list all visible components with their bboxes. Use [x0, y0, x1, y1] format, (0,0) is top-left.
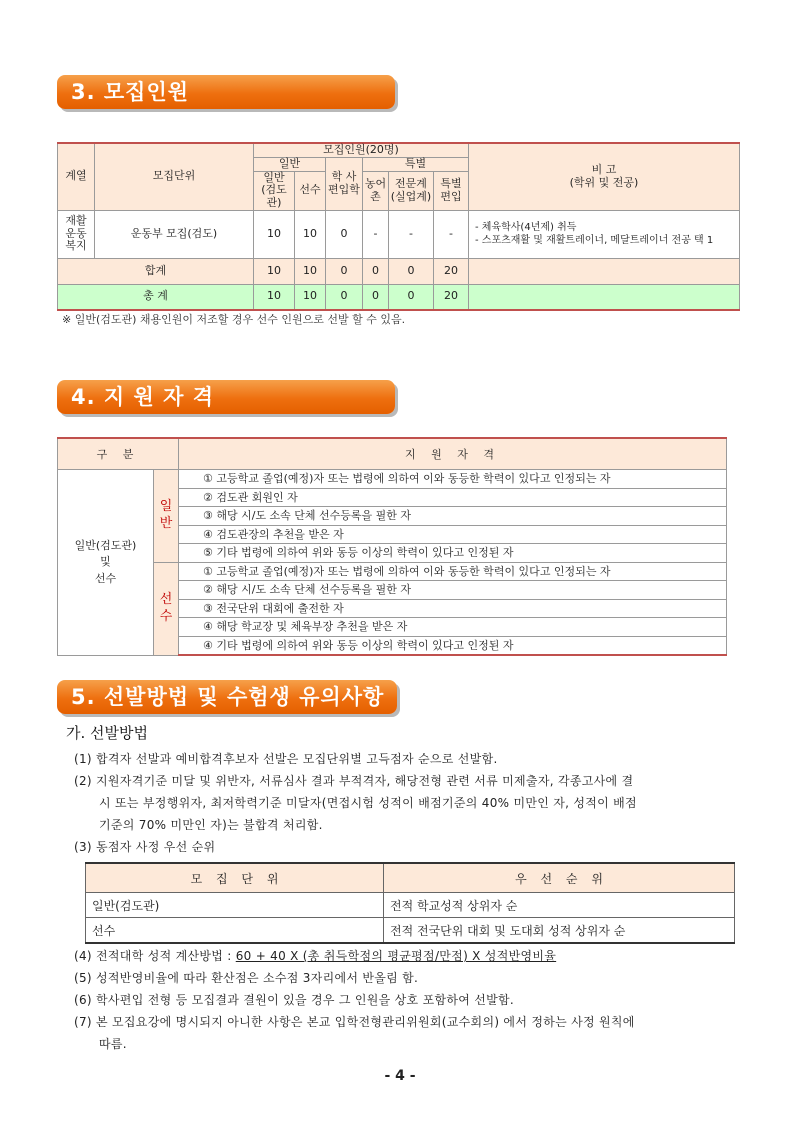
subtotal-value: 0 [363, 258, 389, 284]
para-1: (1) 합격자 선발과 예비합격후보자 선발은 모집단위별 고득점자 순으로 선발함. [74, 752, 498, 766]
subtotal-value: 0 [389, 258, 434, 284]
para-4-prefix: (4) 전적대학 성적 계산방법 : [74, 949, 236, 963]
priority-table [85, 862, 735, 944]
col-transfer: 학 사 편입학 [326, 157, 363, 210]
row-unit: 운동부 모집(검도) [95, 210, 254, 258]
total-value: 0 [326, 284, 363, 310]
selection-subtitle: 가. 선발방법 [66, 724, 148, 742]
row-remarks [469, 210, 740, 258]
row-value: 10 [295, 210, 326, 258]
subtotal-value: 10 [295, 258, 326, 284]
col-gen-kendo: 일반 (검도관) [254, 171, 295, 210]
player-item: ④ 기타 법령에 의하여 위와 동등 이상의 학력이 있다고 인정된 자 [179, 636, 727, 655]
para-4-formula: 60 + 40 X (총 취득학점의 평균평점/만점) X 성적반영비율 [235, 949, 557, 963]
general-item: ② 검도관 회원인 자 [179, 488, 727, 507]
player-item: ③ 전국단위 대회에 출전한 자 [179, 599, 727, 618]
priority-value: 전적 학교성적 상위자 순 [384, 893, 735, 918]
total-value: 10 [254, 284, 295, 310]
col-gyeyeol: 계열 [58, 143, 95, 210]
row-value: - [363, 210, 389, 258]
row-value: 0 [326, 210, 363, 258]
subtotal-value: 10 [254, 258, 295, 284]
para-3: (3) 동점자 사정 우선 순위 [74, 840, 216, 854]
subtotal-blank [469, 258, 740, 284]
col-general: 일반 [254, 157, 326, 171]
total-blank [469, 284, 740, 310]
recruitment-note: ※ 일반(검도관) 채용인원이 저조할 경우 선수 인원으로 선발 할 수 있음. [62, 313, 406, 326]
total-value: 10 [295, 284, 326, 310]
row-value: - [434, 210, 469, 258]
general-label: 일 반 [154, 470, 179, 563]
total-value: 0 [363, 284, 389, 310]
qualification-table [57, 437, 727, 656]
section-3-title: 3. 모집인원 [57, 75, 395, 109]
priority-unit: 일반(검도관) [86, 893, 384, 918]
general-item: ① 고등학교 졸업(예정)자 또는 법령에 의하여 이와 동등한 학력이 있다고 인정되는 자 [179, 470, 727, 489]
col-priority-unit: 모 집 단 위 [86, 863, 384, 893]
page-number: - 4 - [384, 1068, 416, 1084]
general-item: ⑤ 기타 법령에 의하여 위와 동등 이상의 학력이 있다고 인정된 자 [179, 544, 727, 563]
row-value: 10 [254, 210, 295, 258]
col-unit: 모집단위 [95, 143, 254, 210]
col-special-transfer: 특별 편입 [434, 171, 469, 210]
subtotal-value: 0 [326, 258, 363, 284]
player-item: ① 고등학교 졸업(예정)자 또는 법령에 의하여 이와 동등한 학력이 있다고 인정되는 자 [179, 562, 727, 581]
col-priority: 우 선 순 위 [384, 863, 735, 893]
para-2-line-3: 기준의 70% 미만인 자)는 불합격 처리함. [99, 818, 323, 832]
remark-line: - 체육학사(4년제) 취득 [475, 221, 577, 233]
selection-paragraphs [74, 748, 744, 858]
col-qualification: 지 원 자 격 [179, 438, 727, 470]
col-player: 선수 [295, 171, 326, 210]
col-division: 구 분 [58, 438, 179, 470]
general-item: ③ 해당 시/도 소속 단체 선수등록을 필한 자 [179, 507, 727, 526]
row-gyeyeol: 재활 운동 복지 [58, 210, 95, 258]
para-7-line-1: (7) 본 모집요강에 명시되지 아니한 사항은 본교 입학전형관리위원회(교수회의) 에서 정하는 사정 원칙에 [74, 1015, 635, 1029]
para-4 [74, 945, 744, 967]
para-5: (5) 성적반영비율에 따라 환산점은 소수점 3자리에서 반올림 함. [74, 971, 419, 985]
priority-unit: 선수 [86, 918, 384, 944]
applicant-group: 일반(검도관) 및 선수 [58, 470, 154, 656]
total-label: 총 계 [58, 284, 254, 310]
para-2-line-2: 시 또는 부정행위자, 최저학력기준 미달자(면접시험 성적이 배점기준의 40% 미만인 자, 성적이 배점 [99, 796, 637, 810]
row-value: - [389, 210, 434, 258]
col-vocational: 전문계 (실업계) [389, 171, 434, 210]
section-5-title: 5. 선발방법 및 수험생 유의사항 [57, 680, 397, 714]
player-item: ④ 해당 학교장 및 체육부장 추천을 받은 자 [179, 618, 727, 637]
total-value: 0 [389, 284, 434, 310]
total-value: 20 [434, 284, 469, 310]
para-7-line-2: 따름. [99, 1037, 127, 1051]
player-item: ② 해당 시/도 소속 단체 선수등록을 필한 자 [179, 581, 727, 600]
section-4-title: 4. 지 원 자 격 [57, 380, 395, 414]
player-label: 선 수 [154, 562, 179, 655]
para-6: (6) 학사편입 전형 등 모집결과 결원이 있을 경우 그 인원을 상호 포함하여 선발함. [74, 993, 515, 1007]
priority-value: 전적 전국단위 대회 및 도대회 성적 상위자 순 [384, 918, 735, 944]
col-remarks: 비 고 (학위 및 전공) [469, 143, 740, 210]
recruitment-table [57, 142, 740, 311]
col-farm: 농어 촌 [363, 171, 389, 210]
col-count: 모집인원(20명) [254, 143, 469, 157]
general-item: ④ 검도관장의 추천을 받은 자 [179, 525, 727, 544]
subtotal-value: 20 [434, 258, 469, 284]
col-special: 특별 [363, 157, 469, 171]
remark-line: - 스포츠재활 및 재활트레이너, 메달트레이너 전공 택 1 [475, 235, 714, 247]
para-2-line-1: (2) 지원자격기준 미달 및 위반자, 서류심사 결과 부적격자, 해당전형 관련 서류 미제출자, 각종고사에 결 [74, 774, 634, 788]
selection-paragraphs-2 [74, 945, 744, 1055]
subtotal-label: 합계 [58, 258, 254, 284]
